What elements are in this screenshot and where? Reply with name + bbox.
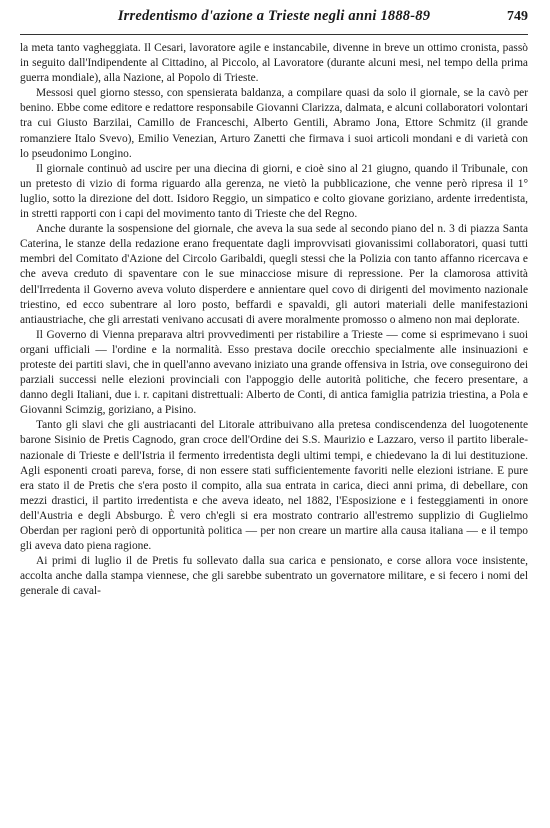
- page-number: 749: [507, 9, 528, 24]
- paragraph: Ai primi di luglio il de Pretis fu sollevato dalla sua carica e pensionato, e corse allora voce insistente, accolta anche dalla stampa viennese, che gli sarebbe subentrato un governatore militare, e si fecero i nomi del generale di caval-: [20, 555, 528, 598]
- paragraph: Il Governo di Vienna preparava altri provvedimenti per ristabilire a Trieste — come si esprimevano i suoi organi ufficiali — l'ordine e la normalità. Esso prestava docile orecchio specialmente alle insinuazioni e proteste dei partiti slavi, che in quell'anno avevano iniziato una grande offensiva in Istria, ove conseguirono dei parziali successi nelle elezioni provinciali con l'appoggio delle autorità politiche, che fecero presentare, a danno degli Italiani, due i. r. capitani distrettuali: Alberto de Conti, di antica famiglia patrizia triestina, a Pola e Giovanni Scimzig, goriziano, a Pisino.: [20, 328, 528, 417]
- paragraph: Anche durante la sospensione del giornale, che aveva la sua sede al secondo piano del n. 3 di piazza Santa Caterina, le stanze della redazione erano frequentate dagli improvvisati giovanissimi collaboratori, quasi tutti membri del Comitato d'Azione del Circolo Garibaldi, quegli stessi che la Polizia con tanto affanno ricercava e che aveva creduto di spaventare con le sue minacciose misure di repressione. Per la clamorosa attività dell'Irredenta il Governo aveva voluto disperdere e annientare quel covo di dirigenti del movimento nazionale triestino, ed ecco subentrare al loro posto, beffardi e spavaldi, gli autori materiali delle manifestazioni antiaustriache, che gli arrestati venivano accusati di avere moralmente promosso o almeno non mai deplorate.: [20, 223, 528, 326]
- body-text: [20, 41, 528, 599]
- paragraph: Messosi quel giorno stesso, con spensierata baldanza, a compilare quasi da solo il giornale, se la cavò per benino. Ebbe come editore e redattore responsabile Giovanni Clarizza, dalmata, e alcuni collaboratori volontari tra cui Giusto Barzilai, Camillo de Franceschi, Alberto Gentili, Abramo Jona, Ettore Schmitz (il grande romanziere Italo Svevo), Emilio Venezian, Arturo Zanetti che firmava i suoi articoli mondani e di varietà con lo pseudonimo Longino.: [20, 87, 528, 160]
- paragraph: Il giornale continuò ad uscire per una diecina di giorni, e cioè sino al 21 giugno, quando il Tribunale, con un pretesto di vizio di forma riguardo alla gerenza, ne vietò la pubblicazione, che venne però ripresa il 1° luglio, sotto la direzione del dott. Isidoro Reggio, un simpatico e colto giovane goriziano, ardente irredentista, in stretti rapporti con i capi del movimento tanto di Trieste che del Regno.: [20, 162, 528, 221]
- running-title: Irredentismo d'azione a Trieste negli anni 1888-89: [117, 8, 431, 24]
- paragraph: la meta tanto vagheggiata. Il Cesari, lavoratore agile e instancabile, divenne in breve un ottimo cronista, passò in seguito dall'Indipendente al Cittadino, al Piccolo, al Lavoratore (durante alcuni mesi, nel tempo della prima guerra mondiale), alla Nazione, al Popolo di Trieste.: [20, 42, 528, 85]
- page-header: [20, 8, 528, 35]
- paragraph: Tanto gli slavi che gli austriacanti del Litorale attribuivano alla pretesa condiscendenza del luogotenente barone Sisinio de Pretis Cagnodo, gran croce dell'Ordine dei S.S. Maurizio e Lazzaro, verso il partito liberale-nazionale di Trieste e dell'Istria il fermento irredentista degli ultimi tempi, e chiedevano la di lui destituzione. Agli esponenti croati pareva, forse, di non essere stati sufficientemente favoriti nelle elezioni istriane. E pure era stato il de Pretis che s'era posto il compito, alla sua entrata in carica, dieci anni prima, di debellare, con mezzi drastici, il partito irredentista e che aveva ideato, nel 1882, l'Esposizione e i festeggiamenti in onore dell'Austria e degli Absburgo. È vero ch'egli si era mostrato contrario all'estremo supplizio di Guglielmo Oberdan per ragioni però di opportunità politica — per non creare un martire alla causa italiana — e il tempo gli aveva dato piena ragione.: [20, 419, 528, 553]
